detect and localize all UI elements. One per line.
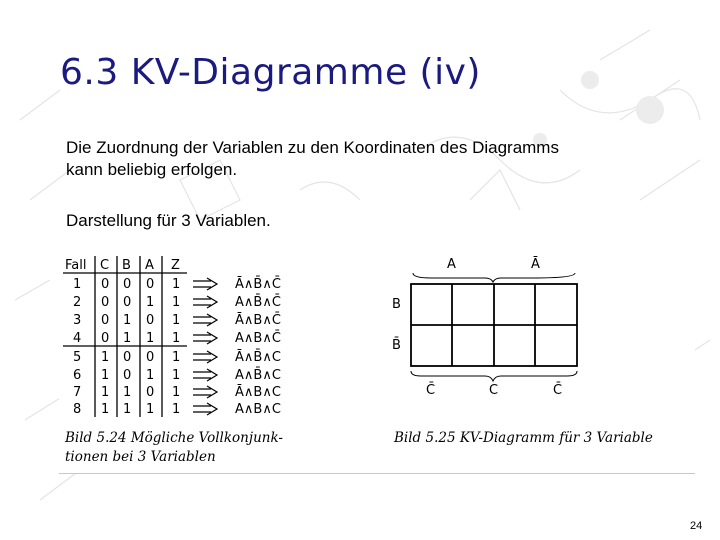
cell-term: Ā∧B̄∧C [235,350,281,365]
double-arrow-icon [193,386,217,398]
table-row [73,385,281,400]
cell-z: 1 [172,277,181,292]
cell-b: 0 [123,350,132,365]
cell-fall: 5 [73,350,82,365]
cell-a: 1 [146,331,155,346]
page-number: 24 [690,520,703,532]
cell-b: 1 [123,402,132,417]
kv-label-a-bar: Ā [531,257,540,272]
double-arrow-icon [193,314,217,326]
cell-z: 1 [172,350,181,365]
table-row [73,350,281,365]
cell-b: 1 [123,313,132,328]
slide-title: 6.3 KV-Diagramme (iv) [60,52,481,93]
kv-label-c: C [489,383,499,398]
cell-c: 0 [101,313,110,328]
double-arrow-icon [193,296,217,308]
kv-label-a: A [447,257,456,272]
intro-paragraph [66,137,706,181]
kv-label-c-bar-left: C̄ [426,383,436,398]
header-a: A [145,258,154,273]
header-c: C [100,258,110,273]
cell-b: 1 [123,385,132,400]
cell-term: Ā∧B̄∧C̄ [235,277,281,292]
cell-fall: 3 [73,313,82,328]
cell-z: 1 [172,402,181,417]
cell-c: 0 [101,331,110,346]
implication-arrows [193,278,217,415]
double-arrow-icon [193,351,217,363]
kv-label-c-bar-right: C̄ [553,383,563,398]
cell-term: A∧B∧C [235,402,281,417]
cell-fall: 8 [73,402,82,417]
intro-line-2: kann beliebig erfolgen. [66,160,238,179]
kv-label-b: B [392,297,401,312]
cell-z: 1 [172,385,181,400]
cell-c: 1 [101,368,110,383]
table-row [73,313,281,328]
cell-a: 0 [146,313,155,328]
cell-a: 0 [146,385,155,400]
cell-b: 0 [123,277,132,292]
intro-line-1: Die Zuordnung der Variablen zu den Koordinaten des Diagramms [66,138,559,157]
figure-svg [59,251,695,473]
double-arrow-icon [193,403,217,415]
cell-c: 0 [101,295,110,310]
double-arrow-icon [193,369,217,381]
cell-c: 1 [101,350,110,365]
table-row [73,368,281,383]
cell-fall: 7 [73,385,82,400]
table-row [73,277,281,292]
table-row [73,295,281,310]
truth-table [63,256,283,465]
kv-diagram [392,257,653,446]
cell-a: 1 [146,402,155,417]
subheading-paragraph: Darstellung für 3 Variablen. [66,211,271,230]
table-row [73,331,281,346]
cell-a: 0 [146,350,155,365]
cell-z: 1 [172,313,181,328]
cell-fall: 2 [73,295,82,310]
cell-z: 1 [172,331,181,346]
brace-top [413,273,575,282]
cell-term: A∧B̄∧C [235,368,281,383]
cell-fall: 4 [73,331,82,346]
cell-term: A∧B̄∧C̄ [235,295,281,310]
table-row [73,402,281,417]
cell-term: Ā∧B∧C [235,385,281,400]
cell-c: 0 [101,277,110,292]
cell-term: A∧B∧C̄ [235,331,281,346]
cell-c: 1 [101,385,110,400]
cell-a: 1 [146,295,155,310]
cell-z: 1 [172,295,181,310]
double-arrow-icon [193,332,217,344]
cell-term: Ā∧B∧C̄ [235,313,281,328]
cell-b: 1 [123,331,132,346]
cell-fall: 6 [73,368,82,383]
header-z: Z [171,258,180,273]
header-b: B [122,258,131,273]
caption-5-25: Bild 5.25 KV-Diagramm für 3 Variable [394,430,653,446]
cell-fall: 1 [73,277,82,292]
cell-b: 0 [123,368,132,383]
cell-b: 0 [123,295,132,310]
cell-a: 1 [146,368,155,383]
kv-grid [411,284,577,366]
table-rows [73,277,281,417]
caption-5-24-line2: tionen bei 3 Variablen [65,449,216,465]
double-arrow-icon [193,278,217,290]
cell-c: 1 [101,402,110,417]
header-fall: Fall [65,258,87,273]
kv-label-b-bar: B̄ [392,338,401,353]
cell-z: 1 [172,368,181,383]
figure-panel [59,251,695,474]
cell-a: 0 [146,277,155,292]
brace-bottom [411,371,577,381]
caption-5-24-line1: Bild 5.24 Mögliche Vollkonjunk- [65,430,283,446]
